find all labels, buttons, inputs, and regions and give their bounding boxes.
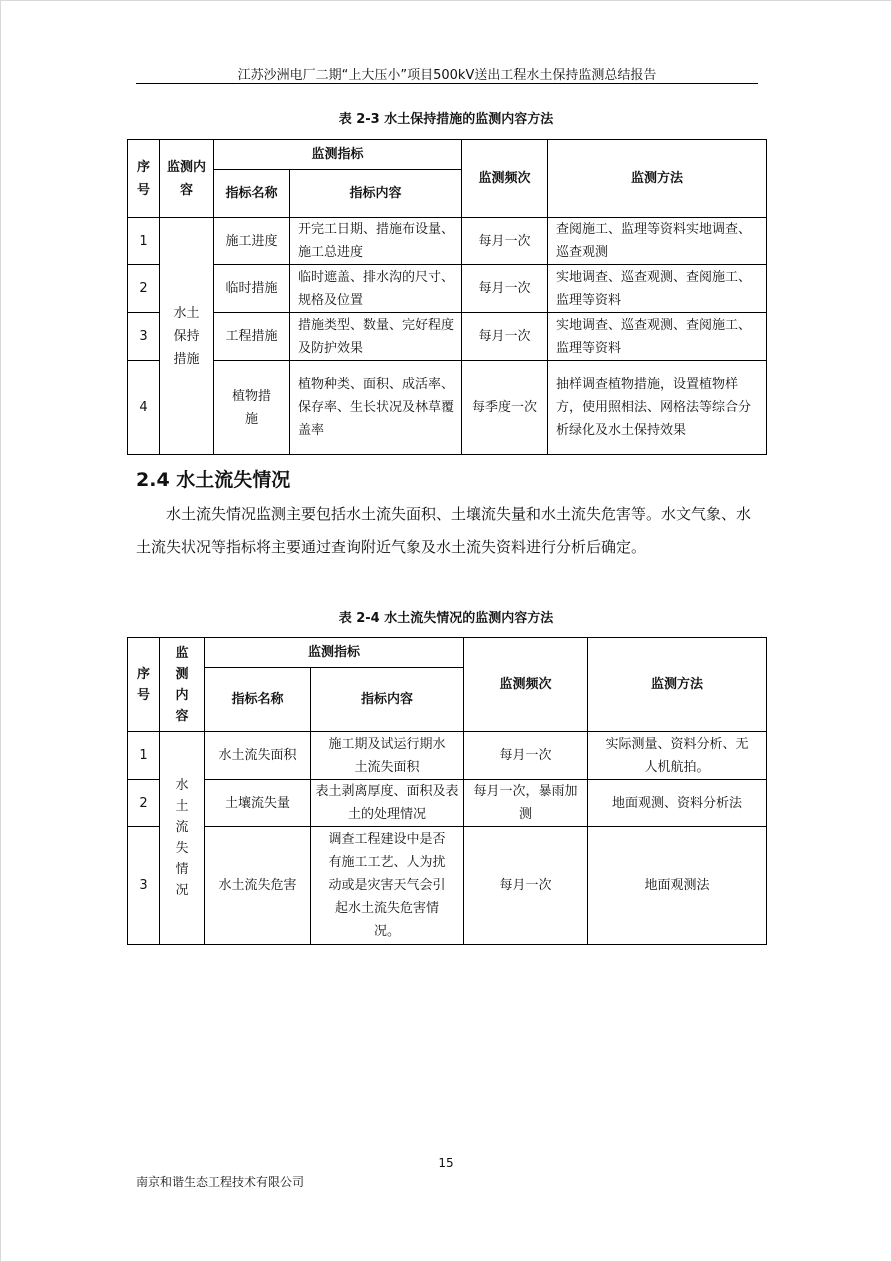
page-number: 15 (438, 1156, 454, 1170)
frequency: 每季度一次 (462, 361, 548, 455)
indicator-content: 开完工日期、措施布设量、施工总进度 (290, 218, 462, 265)
table-2-3-caption: 表 2-3 水土保持措施的监测内容方法 (338, 112, 554, 127)
header-indicator-name: 指标名称 (214, 170, 290, 218)
indicator-name: 施工进度 (214, 218, 290, 265)
header-method: 监测方法 (548, 140, 767, 218)
section-heading: 2.4 水土流失情况 (136, 469, 291, 491)
frequency: 每月一次 (462, 313, 548, 361)
table-row (128, 218, 767, 265)
row-seq: 3 (128, 827, 160, 945)
indicator-content: 施工期及试运行期水土流失面积 (311, 732, 464, 780)
frequency: 每月一次，暴雨加测 (464, 780, 588, 827)
header-rule (136, 83, 758, 84)
frequency: 每月一次 (462, 218, 548, 265)
method: 实际测量、资料分析、无人机航拍。 (588, 732, 767, 780)
indicator-content: 植物种类、面积、成活率、保存率、生长状况及林草覆盖率 (290, 361, 462, 455)
method: 抽样调查植物措施，设置植物样方，使用照相法、网格法等综合分析绿化及水土保持效果 (548, 361, 767, 455)
row-seq: 3 (128, 313, 160, 361)
row-seq: 1 (128, 218, 160, 265)
header-indicator: 监测指标 (214, 140, 462, 170)
indicator-name: 水土流失危害 (205, 827, 311, 945)
table-row (128, 732, 767, 780)
indicator-content: 表土剥离厚度、面积及表土的处理情况 (311, 780, 464, 827)
header-method: 监测方法 (588, 638, 767, 732)
table-row (128, 780, 767, 827)
row-seq: 2 (128, 780, 160, 827)
method: 实地调查、巡查观测、查阅施工、监理等资料 (548, 313, 767, 361)
method: 地面观测、资料分析法 (588, 780, 767, 827)
indicator-content: 临时遮盖、排水沟的尺寸、规格及位置 (290, 265, 462, 313)
method: 地面观测法 (588, 827, 767, 945)
header-seq: 序号 (128, 140, 160, 218)
footer-company: 南京和谐生态工程技术有限公司 (136, 1175, 305, 1189)
table-row (128, 827, 767, 945)
indicator-name: 土壤流失量 (205, 780, 311, 827)
header-frequency: 监测频次 (464, 638, 588, 732)
table-row (128, 265, 767, 313)
frequency: 每月一次 (462, 265, 548, 313)
method: 实地调查、巡查观测、查阅施工、监理等资料 (548, 265, 767, 313)
header-indicator-name: 指标名称 (205, 668, 311, 732)
indicator-name: 工程措施 (214, 313, 290, 361)
row-seq: 4 (128, 361, 160, 455)
indicator-content: 措施类型、数量、完好程度及防护效果 (290, 313, 462, 361)
method: 查阅施工、监理等资料实地调查、巡查观测 (548, 218, 767, 265)
header-frequency: 监测频次 (462, 140, 548, 218)
running-header: 江苏沙洲电厂二期“上大压小”项目500kV送出工程水土保持监测总结报告 (237, 68, 657, 83)
row-seq: 1 (128, 732, 160, 780)
indicator-name: 植物措施 (214, 361, 290, 455)
table-2-4-caption: 表 2-4 水土流失情况的监测内容方法 (338, 611, 554, 626)
indicator-name: 临时措施 (214, 265, 290, 313)
table-2-3 (127, 139, 767, 455)
table-2-4 (127, 637, 767, 945)
header-content: 监测内容 (160, 140, 214, 218)
header-indicator: 监测指标 (205, 638, 464, 668)
indicator-content: 调查工程建设中是否有施工工艺、人为扰动或是灾害天气会引起水土流失危害情况。 (311, 827, 464, 945)
table-row (128, 361, 767, 455)
header-indicator-content: 指标内容 (290, 170, 462, 218)
group-label: 水土流失情况 (160, 732, 205, 945)
section-paragraph: 水土流失情况监测主要包括水土流失面积、土壤流失量和水土流失危害等。水文气象、水土流失状况等指标将主要通过查询附近气象及水土流失资料进行分析后确定。 (136, 505, 752, 556)
indicator-name: 水土流失面积 (205, 732, 311, 780)
header-seq: 序号 (128, 638, 160, 732)
table-row (128, 313, 767, 361)
row-seq: 2 (128, 265, 160, 313)
header-content: 监测内容 (160, 638, 205, 732)
header-indicator-content: 指标内容 (311, 668, 464, 732)
frequency: 每月一次 (464, 732, 588, 780)
group-label: 水土保持措施 (160, 218, 214, 455)
frequency: 每月一次 (464, 827, 588, 945)
